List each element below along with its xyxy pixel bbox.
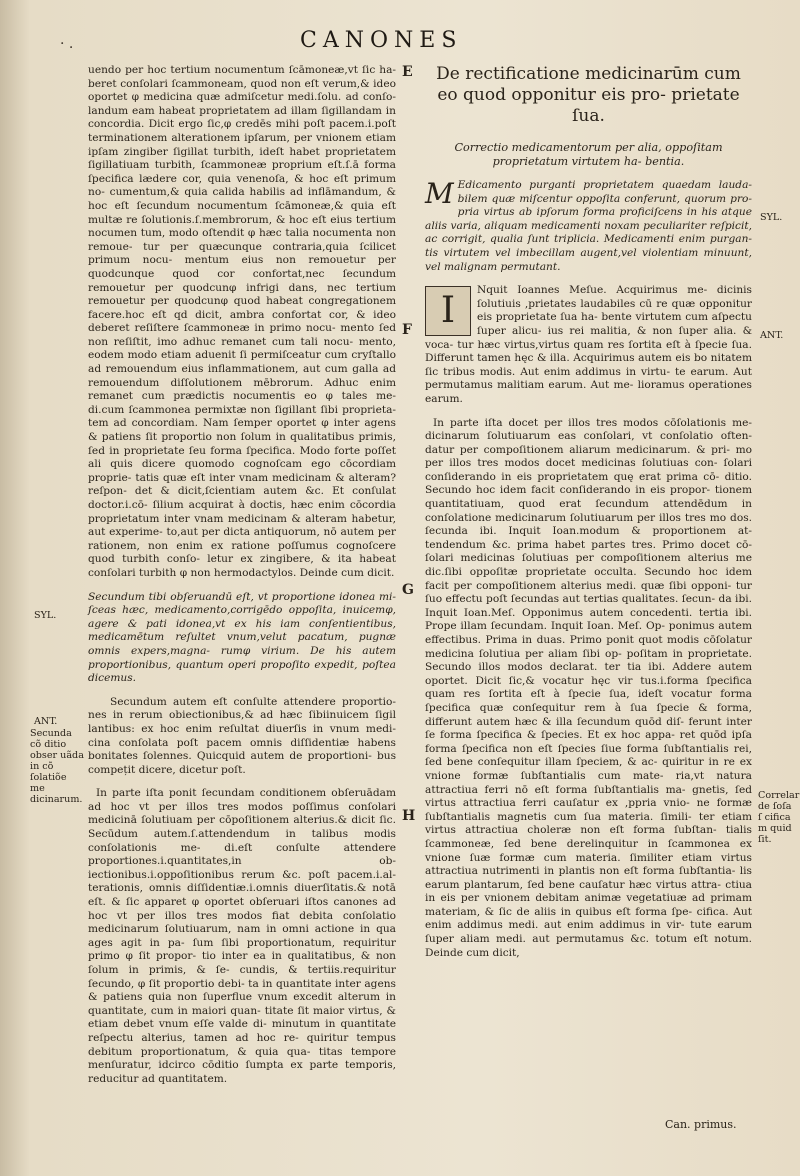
right-syl-text: Edicamento purganti proprietatem quaedam lauda- bilem quæ miſcentur oppoſita conferunt, quorum pro- pria virtus ab ipſorum forma proficiſcens in his atque aliis varia, aliquam medicamenti noxam peculiariter reſpicit, ac corrigit, qualia ſunt triplicia. Medicamenti enim purgan- tis virtutem vel imbecillam augent,vel violentiam minuunt, vel malignam permutant.	[425, 179, 752, 273]
margin-letter-f: F	[402, 322, 412, 338]
margin-letter-h: H	[402, 808, 416, 824]
header-dots: · .	[60, 36, 74, 52]
margin-note-right: Correlar de ſoſa ſ cifica m quid ſit.	[758, 790, 800, 845]
margin-ant-left: ANT.	[34, 716, 58, 727]
left-paragraph-1: uendo per hoc tertium nocumentum ſcāmoneæ,vt ſic ha- beret conſolari ſcammoneam, quod non eſt verum,& ideo oportet φ medicina quæ admiſcetur medi.ſolu. ad conſo- landum eam habeat proprietatem ad illam ſigillandam in concordia. Dicit ergo ſic,φ credēs mihi poſt pacem.i.poſt terminationem alterationem ipſarum, per vnionem etiam ipſam zingiber ſigillat turbith, ideſt habet proprietatem ſigillatiuam turbith, ſcammoneæ proprium eſt.ſ.ā forma ſpecifica lædere cor, quia venenoſa, & hoc eſt primum no- cumentum,& quia calida habilis ad inflāmandum, & hoc eſt ſecundum nocumentum ſcāmoneæ,& quia eſt multæ re ſolutionis.ſ.membrorum, & hoc eſt eius tertium nocumen tum, modo oſtendit φ hæc talia nocumenta non remoue- tur per quæcunque contraria,quia ſcilicet primum nocu- mentum eius non remouetur per quodcunque quod cor confortat,nec ſecundum remouetur per quodcunφ infrigi dans, nec tertium remouetur per quodcunφ quod habeat congregationem facere.hoc eſt qd dicit, ambra confortat cor, & ideo deberet reſiſtere ſcammoneæ in primo nocu- mento ſed non reſiſtit, imo adhuc remanet cum tali nocu- mento, eodem modo etiam aduenit ſi permiſceatur cum cryſtallo ad remouendum eius inflammationem, aut cum galla ad remouendum diſſolutionem mēbrorum. Adhuc enim remanet cum prædictis nocumentis eo φ tales me- di.cum ſcammonea permixtæ non ſigillant ſibi proprieta- tem ad concordiam. Nam ſemper oportet φ inter agens & patiens ſit proportio non ſolum in qualitatibus primis, ſed in proprietate ſeu forma ſpecifica. Modo forte poſſet ali quis dicere quomodo cognoſcam ego cōcordiam proprie- tatis quæ eſt inter vnam medicinam & alteram? reſpon- det & dicit,ſcientiam autem &c. Et conſulat doctor.i.cō- ſilium acquirat à doctis, hæc enim cōcordia proprietatum inter vnam medicinam & alteram habetur, aut experime- to,aut per dicta antiquorum, nō autem per rationem, non enim ex ratione poſſumus cognoſcere quod turbith conſo- letur ex zingibere, & ita habeat conſolari turbith φ non hermodactylos. Deinde cum dicit.	[88, 64, 396, 579]
decorated-initial-letter: I	[440, 290, 456, 332]
left-column	[88, 64, 396, 1086]
right-column	[425, 64, 752, 960]
left-paragraph-2: Secundum autem eſt conſulte attendere proportio- nes in rerum obiectionibus,& ad hæc ſibiinuicem ſigil lantibus: ex hoc enim reſultat diuerſis in vnum medi- cina conſolata poſt pacem omnis diſſidentiæ habens bonitates ſolennes. Quicquid autem de proportioni- bus compețit dicere, dicetur poſt.	[88, 695, 396, 776]
running-header: CANONES	[300, 28, 463, 53]
margin-note-left: Secunda cõ ditio obser uãda in cõ ſolatiõe me dicinarum.	[30, 728, 84, 805]
section-subtitle: Correctio medicamentorum per alia, oppoſitam proprietatum virtutem ha- bentia.	[454, 141, 723, 168]
syl-initial: M	[425, 177, 454, 210]
right-ant-text: Nquit Ioannes Meſue. Acquirimus me- dicinis ſolutiuis ,prietates laudabiles cū re quæ opponitur eis proprietate ſua ha- bente virtutem cum aſpectu ſuper alicu- ius rei malitia, & non ſuper alia. & voca- tur hæc virtus,virtus quam res ſortita eſt à ſpecie ſua. Differunt tamen hęc & illa. Acquirimus autem eis bo nitatem ſic tribus modis. Aut enim addimus in virtu- te earum. Aut permutamus malitiam earum. Aut me- lioramus operationes earum.	[425, 284, 752, 405]
decorated-initial	[425, 286, 471, 336]
margin-ant-right: ANT.	[760, 330, 784, 341]
right-paragraph-1: In parte iſta docet per illos tres modos cōſolationis me- dicinarum ſolutiuarum eas conſolari, vt conſolatio often- datur per compoſitionem aliarum medicinarum. & pri- mo per illos tres modos docet medicinas ſolutiuas con- ſolari conſiderando in eis proprietatem quę erat prima cō- ditio. Secundo hoc idem facit conſiderando in eis propor- tionem quantitatiuam, quod erat ſecundum attendēdum in conſolatione medicinarum ſolutiuarum per illos tres mo dos. ſecunda ibi. Inquit Ioan.modum & proportionem at- tendendum &c. prima habet partes tres. Primo docet cō- ſolari medicinas ſolutiuas per compoſitionem alterius me dic.ſibi oppoſitæ proprietate occulta. Secundo hoc idem facit per compoſitionem alterius medi. quæ ſibi opponi- tur ſuo effectu poſt ſecundas aut tertias qualitates. ſecun- da ibi. Inquit Ioan.Meſ. Opponimus autem concedenti. tertia ibi. Prope illam ſecundam. Inquit Ioan. Meſ. Op- ponimus autem effectibus. Prima in duas. Primo ponit quot modis cōſolatur medicina ſolutiua per aliam ſibi op- poſitam in proprietate. Secundo illos modos declarat. ter tia ibi. Addere autem oportet. Dicit ſic,& vocatur hęc vir tus.i.forma ſpecifica quam res ſortita eſt à ſpecie ſua, ideſt vocatur forma ſpecifica quæ conſequitur rem à ſua ſpecie & forma, differunt autem hæc & illa ſecundum quōd diſ- ferunt inter ſe forma ſpecifica & ſpecies. Et ex hoc appa- ret quōd ipſa forma ſpecifica non eſt ſpecies ſiue forma ſubſtantialis rei, ſed bene conſequitur illam ſpeciem, & ac- quiritur in re ex vnione formæ ſubſtantialis cum mate- ria,vt natura attractiua ferri nō eſt forma ſubſtantialis ma- gnetis, ſed virtus attractiua ferri cauſatur ex ,ppria vnio- ne formæ ſubſtantialis magnetis cum ſua materia. ſimili- ter etiam virtus attractiua choleræ non eſt forma ſubſtan- tialis ſcammoneæ, ſed bene derelinquitur in ſcammonea ex vnione ſuæ formæ cum materia. ſimiliter etiam virtus attractiua nutrimenti in plantis non eſt forma ſubſtantia- lis earum plantarum, ſed bene cauſatur hæc virtus attra- ctiua in eis per vnionem debitam animæ vegetatiuæ ad primam materiam, & ſic de aliis in quibus eſt forma ſpe- cifica. Aut enim addimus medi. aut enim addimus in vir- tute earum ſuper aliam medi. aut permutamus &c. totum eſt notum. Deinde cum dicit,	[425, 416, 752, 959]
margin-syl-right: SYL.	[760, 212, 783, 223]
section-title: De rectificatione medicinarūm cum eo quod opponitur eis pro- prietate ſua.	[436, 64, 741, 126]
margin-letter-g: G	[402, 582, 414, 598]
margin-letter-e: E	[402, 64, 413, 80]
left-paragraph-3: In parte iſta ponit ſecundam conditionem obſeruādam ad hoc vt per illos tres modos poſſimus conſolari medicinā ſolutiuam per cōpoſitionem alterius.& dicit ſic. Secūdum autem.ſ.attendendum in talibus modis conſolationis me- di.eſt conſulte attendere proportiones.i.quantitates,in ob- iectionibus.i.oppoſitionibus rerum &c. poſt pacem.i.al- terationis, omnis diſſidentiæ.i.omnis diuerſitatis.& notā eſt. & ſic apparet φ oportet obſeruari iſtos canones ad hoc vt per illos tres modos fiat debita conſolatio medicinarum ſolutiuarum, nam in omni actione in qua ages agit in pa- ſum ſibi proportionatum, requiritur primo φ ſit propor- tio inter ea in qualitatibus, & non ſolum in primis, & ſe- cundis, & tertiis.requiritur ſecundo, φ ſit proportio debi- ta in quantitate inter agens & patiens quia non ſuperflue vnum excedit alterum in quantitate, cum in maiori quan- titate ſit maior virtus, & etiam debet vnum eſſe valde di- minutum in quantitate reſpectu alterius, tamen ad hoc re- quiritur tempus debitum proportionatum, & quia qua- titas tempore menſuratur, idcirco cōditio ſumpta ex parte temporis, reducitur ad quantitatem.	[88, 787, 396, 1085]
left-syl-text: Secundum tibi obſeruandū eſt, vt proportione idonea mi- ſceas hæc, medicamento,corrigēdo oppoſita, inuicemφ, agere & pati idonea,vt ex his iam conſentientibus, medicamētum reſultet vnum,velut pacatum, pugnæ omnis expers,magna- rumφ virium. De his autem proportionibus, quantum operi propoſito expedit, poſtea dicemus.	[88, 590, 396, 685]
margin-syl-left: SYL.	[34, 610, 57, 621]
catchword: Can. primus.	[665, 1118, 737, 1131]
